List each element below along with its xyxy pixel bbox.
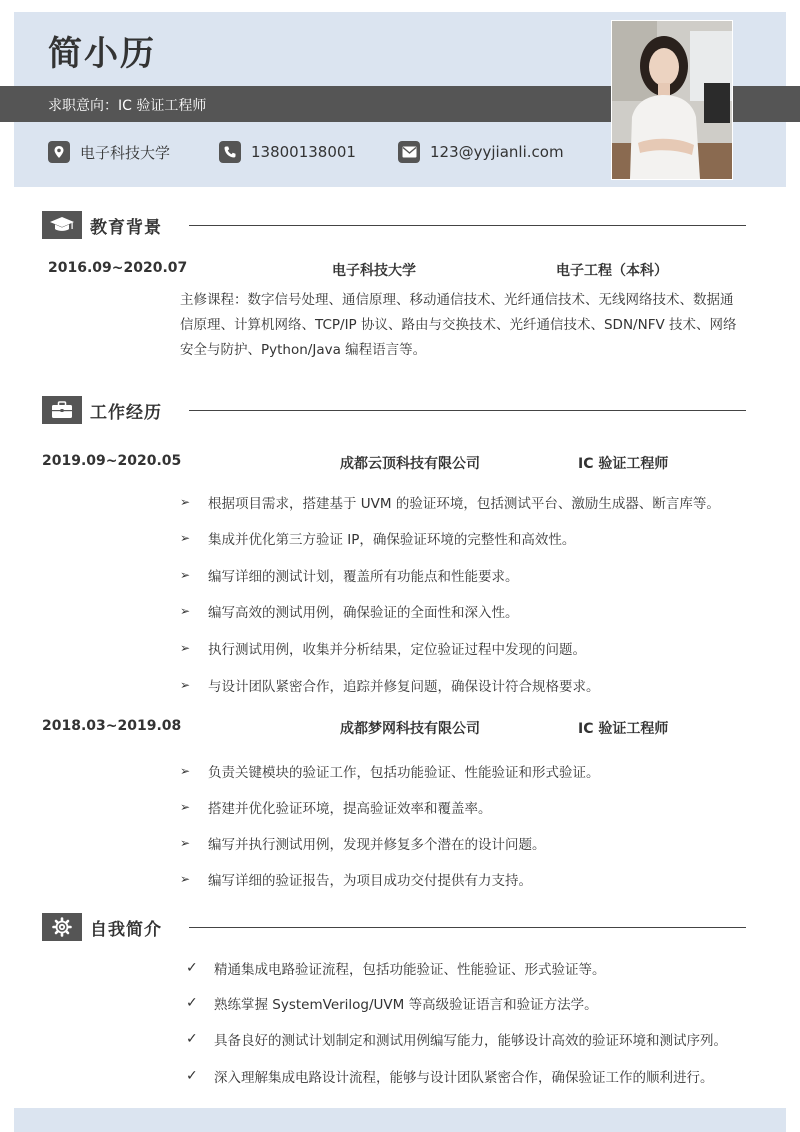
work-bullet: ➢ 编写并执行测试用例，发现并修复多个潜在的设计问题。 (180, 836, 546, 853)
footer-bar (14, 1108, 786, 1132)
envelope-icon (398, 141, 420, 163)
work-role: IC 验证工程师 (578, 456, 669, 472)
arrow-icon: ➢ (180, 800, 191, 814)
gear-icon (42, 913, 82, 941)
arrow-icon: ➢ (180, 872, 191, 886)
work-bullet: ➢ 根据项目需求，搭建基于 UVM 的验证环境，包括测试平台、激励生成器、断言库等。 (180, 495, 720, 512)
education-major: 电子工程（本科） (556, 263, 668, 279)
email-text: 123@yyjianli.com (430, 143, 564, 161)
school-text: 电子科技大学 (80, 143, 171, 162)
phone-text: 13800138001 (251, 143, 356, 161)
briefcase-icon (42, 396, 82, 424)
work-bullet: ➢ 编写详细的测试计划，覆盖所有功能点和性能要求。 (180, 568, 519, 585)
section-divider (189, 410, 746, 411)
job-objective: 求职意向：IC 验证工程师 (48, 98, 207, 114)
arrow-icon: ➢ (180, 836, 191, 850)
arrow-icon: ➢ (180, 641, 191, 655)
arrow-icon: ➢ (180, 495, 191, 509)
work-role: IC 验证工程师 (578, 721, 669, 737)
work-company: 成都梦网科技有限公司 (340, 721, 480, 737)
about-item: ✓ 熟练掌握 SystemVerilog/UVM 等高级验证语言和验证方法学。 (186, 995, 598, 1013)
work-bullet: ➢ 负责关键模块的验证工作，包括功能验证、性能验证和形式验证。 (180, 764, 600, 781)
location-pin-icon (48, 141, 70, 163)
arrow-icon: ➢ (180, 568, 191, 582)
section-work (42, 396, 746, 426)
work-bullet: ➢ 与设计团队紧密合作，追踪并修复问题，确保设计符合规格要求。 (180, 678, 600, 695)
section-divider (189, 927, 746, 928)
check-icon: ✓ (186, 1031, 198, 1047)
profile-photo (611, 20, 733, 180)
contact-email (398, 141, 564, 163)
phone-icon (219, 141, 241, 163)
arrow-icon: ➢ (180, 531, 191, 545)
arrow-icon: ➢ (180, 764, 191, 778)
work-bullet: ➢ 集成并优化第三方验证 IP，确保验证环境的完整性和高效性。 (180, 531, 576, 548)
section-about (42, 913, 746, 943)
work-date: 2018.03~2019.08 (42, 718, 182, 734)
work-bullet: ➢ 编写详细的验证报告，为项目成功交付提供有力支持。 (180, 872, 532, 889)
section-title: 自我简介 (90, 920, 162, 940)
resume-name: 简小历 (48, 34, 156, 74)
education-school: 电子科技大学 (332, 263, 416, 279)
check-icon: ✓ (186, 995, 198, 1011)
arrow-icon: ➢ (180, 678, 191, 692)
section-education (42, 211, 746, 241)
work-date: 2019.09~2020.05 (42, 453, 182, 469)
graduation-cap-icon (42, 211, 82, 239)
check-icon: ✓ (186, 960, 198, 976)
work-bullet: ➢ 执行测试用例，收集并分析结果，定位验证过程中发现的问题。 (180, 641, 586, 658)
arrow-icon: ➢ (180, 604, 191, 618)
contact-phone (219, 141, 356, 163)
section-title: 工作经历 (90, 403, 162, 423)
work-company: 成都云顶科技有限公司 (340, 456, 480, 472)
section-divider (189, 225, 746, 226)
check-icon: ✓ (186, 1068, 198, 1084)
education-date: 2016.09~2020.07 (48, 260, 188, 276)
about-item: ✓ 深入理解集成电路设计流程，能够与设计团队紧密合作，确保验证工作的顺利进行。 (186, 1068, 714, 1086)
contact-school (48, 141, 170, 163)
work-bullet: ➢ 编写高效的测试用例，确保验证的全面性和深入性。 (180, 604, 519, 621)
work-bullet: ➢ 搭建并优化验证环境，提高验证效率和覆盖率。 (180, 800, 492, 817)
about-item: ✓ 具备良好的测试计划制定和测试用例编写能力，能够设计高效的验证环境和测试序列。 (186, 1031, 727, 1049)
education-courses: 主修课程：数字信号处理、通信原理、移动通信技术、光纤通信技术、无线网络技术、数据通信原理、计算机网络、TCP/IP 协议、路由与交换技术、光纤通信技术、SDN/NFV 技术、网络安全与防护、Python/Java 编程语言等。 (180, 292, 737, 358)
section-title: 教育背景 (90, 218, 162, 238)
about-item: ✓ 精通集成电路验证流程，包括功能验证、性能验证、形式验证等。 (186, 960, 606, 978)
